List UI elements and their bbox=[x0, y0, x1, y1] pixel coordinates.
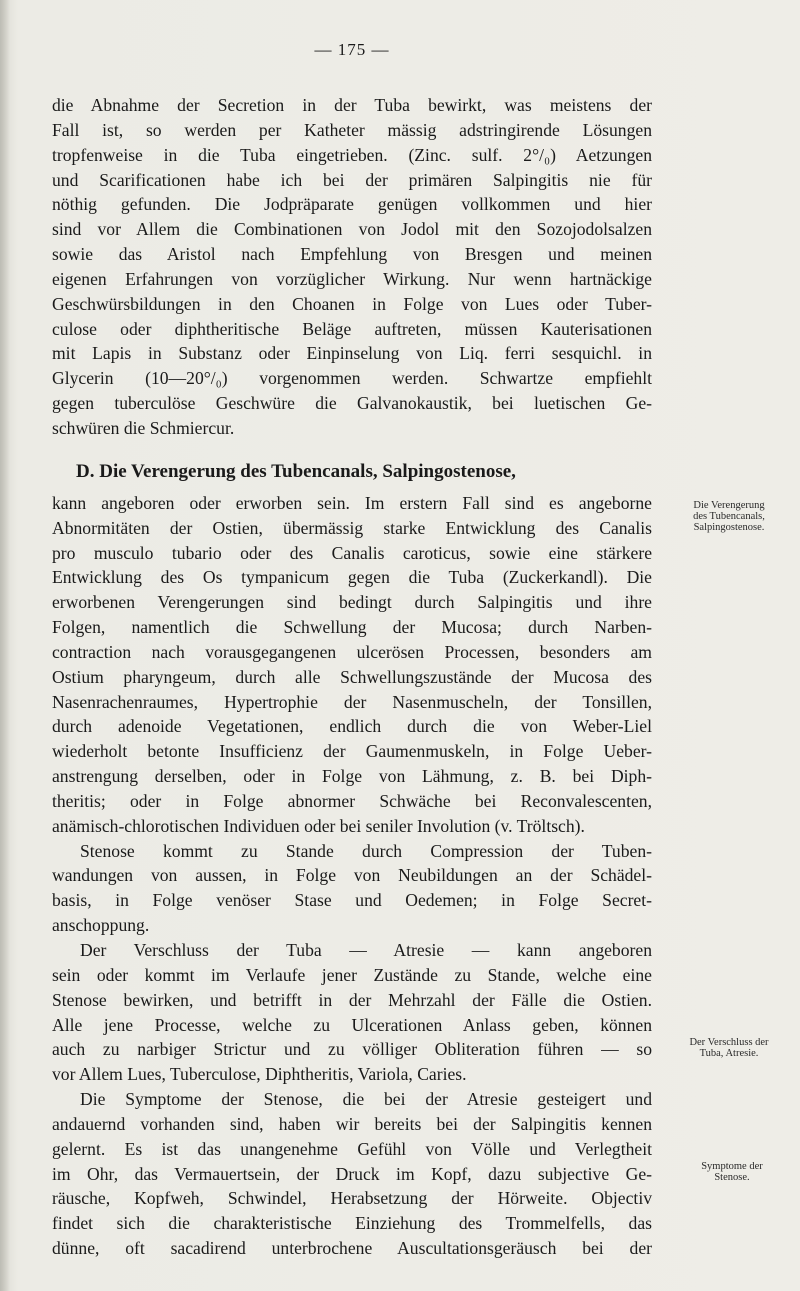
text-line: anstrengung derselben, oder in Folge von Lähmung, z. B. bei Diph- bbox=[52, 766, 652, 787]
text-line: sowie das Aristol nach Empfehlung von Bresgen und meinen bbox=[52, 244, 652, 265]
margin-note-line: Stenose. bbox=[714, 1172, 750, 1183]
text-line: und Scarificationen habe ich bei der primären Salpingitis nie für bbox=[52, 169, 652, 190]
text-line: findet sich die charakteristische Einziehung des Trommelfells, das bbox=[52, 1213, 652, 1234]
margin-note-atresia bbox=[664, 1037, 794, 1059]
text-line: wiederholt betonte Insufficienz der Gaumenmuskeln, in Folge Ueber- bbox=[52, 741, 652, 762]
text-line: durch adenoide Vegetationen, endlich durch die von Weber-Liel bbox=[52, 716, 652, 737]
text-line: die Abnahme der Secretion in der Tuba bewirkt, was meistens der bbox=[52, 95, 652, 115]
text-line: Ostium pharyngeum, durch alle Schwellungszustände der Mucosa des bbox=[52, 666, 652, 687]
text-line: sein oder kommt im Verlaufe jener Zustände zu Stande, welche eine bbox=[52, 964, 652, 985]
margin-note-line: Symptome der bbox=[701, 1161, 763, 1172]
text-line: contraction nach vorausgegangenen ulcerösen Processen, besonders am bbox=[52, 641, 652, 662]
margin-note-line: Salpingostenose. bbox=[693, 522, 765, 533]
text-line: theritis; oder in Folge abnormer Schwäche bei Reconvalescenten, bbox=[52, 790, 652, 811]
text-line: im Ohr, das Vermauertsein, der Druck im Kopf, dazu subjective Ge- bbox=[52, 1163, 652, 1184]
text-line: Stenose kommt zu Stande durch Compression der Tuben- bbox=[80, 840, 652, 861]
paragraph-atresia bbox=[52, 938, 652, 1087]
paragraph-compression bbox=[52, 839, 652, 938]
text-line: Glycerin (10—20°/₀) vorgenommen werden. Schwartze empfiehlt bbox=[52, 368, 652, 389]
text-line: schwüren die Schmiercur. bbox=[52, 417, 235, 438]
text-line: Nasenrachenraumes, Hypertrophie der Nasenmuscheln, der Tonsillen, bbox=[52, 691, 652, 712]
main-text-block bbox=[52, 93, 652, 1261]
text-line: sind vor Allem die Combinationen von Jodol mit den Sozojodolsalzen bbox=[52, 219, 652, 240]
text-line: basis, in Folge venöser Stase und Oedemen; in Folge Secret- bbox=[52, 890, 652, 911]
margin-note-line: Die Verengerung bbox=[693, 500, 765, 511]
paragraph-stenosis-causes bbox=[52, 491, 652, 839]
page-number: — 175 — bbox=[314, 40, 390, 59]
text-line: auch zu narbiger Strictur und zu völliger Obliteration führen — so bbox=[52, 1039, 652, 1060]
margin-note-stenosis bbox=[664, 500, 794, 533]
text-line: Entwicklung des Os tympanicum gegen die Tuba (Zuckerkandl). Die bbox=[52, 567, 652, 588]
text-line: wandungen von aussen, in Folge von Neubildungen an der Schädel- bbox=[52, 865, 652, 886]
text-line: Folgen, namentlich die Schwellung der Mucosa; durch Narben- bbox=[52, 617, 652, 638]
text-line: Die Symptome der Stenose, die bei der Atresie gesteigert und bbox=[80, 1089, 652, 1110]
text-line: Stenose bewirken, und betrifft in der Mehrzahl der Fälle die Ostien. bbox=[52, 989, 652, 1010]
text-line: andauernd vorhanden sind, haben wir bereits bei der Salpingitis kennen bbox=[52, 1113, 652, 1134]
text-line: mit Lapis in Substanz oder Einpinselung von Liq. ferri sesquichl. in bbox=[52, 343, 652, 364]
text-line: eigenen Erfahrungen von vorzüglicher Wirkung. Nur wenn hartnäckige bbox=[52, 268, 652, 289]
text-line: gegen tuberculöse Geschwüre die Galvanokaustik, bei luetischen Ge- bbox=[52, 393, 652, 414]
text-line: Fall ist, so werden per Katheter mässig adstringirende Lösungen bbox=[52, 119, 652, 140]
text-line: anämisch-chlorotischen Individuen oder bei seniler Involution (v. Tröltsch). bbox=[52, 815, 585, 836]
text-line: Geschwürsbildungen in den Choanen in Folge von Lues oder Tuber- bbox=[52, 293, 652, 314]
text-line: Der Verschluss der Tuba — Atresie — kann angeboren bbox=[80, 940, 652, 960]
margin-note-line: des Tubencanals, bbox=[693, 511, 765, 522]
text-line: dünne, oft sacadirend unterbrochene Auscultationsgeräusch bei der bbox=[52, 1238, 652, 1259]
paragraph-symptoms bbox=[52, 1087, 652, 1261]
text-line: pro musculo tubario oder des Canalis caroticus, sowie eine stärkere bbox=[52, 542, 652, 563]
margin-note-symptoms bbox=[672, 1161, 792, 1183]
text-line: erworbenen Verengerungen sind bedingt durch Salpingitis und ihre bbox=[52, 592, 652, 613]
paragraph-treatment bbox=[52, 93, 652, 441]
text-line: kann angeboren oder erworben sein. Im erstern Fall sind es angeborne bbox=[52, 492, 652, 513]
section-heading: D. Die Verengerung des Tubencanals, Salpingostenose, bbox=[76, 461, 516, 482]
margin-note-line: Der Verschluss der bbox=[689, 1037, 769, 1048]
text-line: räusche, Kopfweh, Schwindel, Herabsetzung der Hörweite. Objectiv bbox=[52, 1188, 652, 1209]
binding-shadow bbox=[0, 0, 10, 1291]
text-line: gelernt. Es ist das unangenehme Gefühl von Völle und Verlegtheit bbox=[52, 1138, 652, 1159]
text-line: nöthig gefunden. Die Jodpräparate genügen vollkommen und hier bbox=[52, 194, 652, 215]
text-line: tropfenweise in die Tuba eingetrieben. (Zinc. sulf. 2°/₀) Aetzungen bbox=[52, 144, 652, 165]
text-line: Abnormitäten der Ostien, übermässig starke Entwicklung des Canalis bbox=[52, 517, 652, 538]
text-line: culose oder diphtheritische Beläge auftreten, müssen Kauterisationen bbox=[52, 318, 652, 339]
text-line: anschoppung. bbox=[52, 915, 150, 936]
text-line: Alle jene Processe, welche zu Ulcerationen Anlass geben, können bbox=[52, 1014, 652, 1035]
text-line: vor Allem Lues, Tuberculose, Diphtheritis, Variola, Caries. bbox=[52, 1064, 467, 1085]
margin-note-line: Tuba, Atresie. bbox=[699, 1048, 759, 1059]
